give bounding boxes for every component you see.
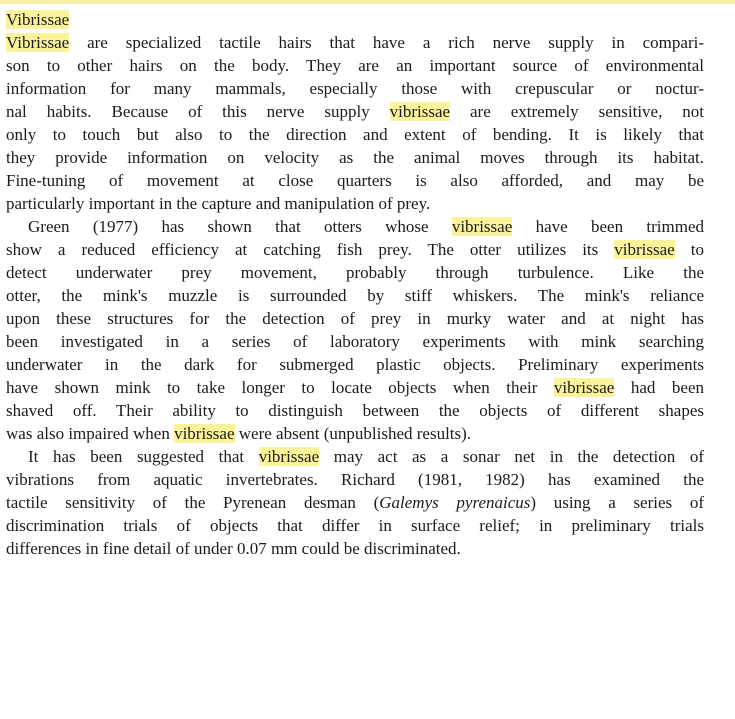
text-run: tactile sensitivity of the Pyrenean desman ( (6, 493, 380, 512)
text-line (6, 284, 704, 307)
text-line (6, 376, 704, 399)
text-run: show a reduced efficiency at catching fish prey. The otter utilizes its (6, 240, 615, 259)
text-run: vibrations from aquatic invertebrates. Richard (1981, 1982) has examined the (6, 470, 704, 489)
text-line (6, 100, 704, 123)
text-line (6, 330, 704, 353)
text-line (6, 169, 704, 192)
paragraph-2 (6, 215, 704, 445)
highlighted-heading: Vibrissae (6, 10, 70, 29)
text-run: underwater in the dark for submerged plastic objects. Preliminary experiments (6, 355, 704, 374)
text-run: Green (1977) has shown that otters whose (28, 217, 452, 236)
text-line (6, 77, 704, 100)
text-line (6, 468, 704, 491)
text-run: detect underwater prey movement, probably through turbulence. Like the (6, 263, 704, 282)
highlighted-term: vibrissae (451, 217, 513, 236)
text-line (6, 399, 704, 422)
text-line (6, 123, 704, 146)
text-run: they provide information on velocity as the animal moves through its habitat. (6, 148, 704, 167)
text-line (6, 307, 704, 330)
text-run: upon these structures for the detection of prey in murky water and at night has (6, 309, 704, 328)
text-run: may act as a sonar net in the detection of (319, 447, 704, 466)
text-run: differences in fine detail of under 0.07 mm could be discriminated. (6, 539, 461, 558)
text-run: are extremely sensitive, not (450, 102, 705, 121)
text-run: had been (614, 378, 704, 397)
text-line (6, 353, 704, 376)
text-line (6, 445, 704, 468)
document-page (6, 8, 704, 560)
text-run: information for many mammals, especially those with crepuscular or noctur- (6, 79, 704, 98)
text-run: otter, the mink's muzzle is surrounded by stiff whiskers. The mink's reliance (6, 286, 704, 305)
text-run: particularly important in the capture and manipulation of prey. (6, 194, 431, 213)
highlighted-term: vibrissae (614, 240, 675, 259)
highlighted-term: Vibrissae (6, 33, 70, 52)
species-name: Galemys pyrenaicus (379, 493, 531, 512)
text-line (6, 192, 704, 215)
text-run: were absent (unpublished results). (234, 424, 472, 443)
text-line (6, 422, 704, 445)
text-run: have been trimmed (512, 217, 704, 236)
highlight-strip (0, 0, 735, 4)
text-run: son to other hairs on the body. They are an important source of environmental (6, 56, 704, 75)
text-line (6, 215, 704, 238)
paragraph-3 (6, 445, 704, 560)
text-line (6, 31, 704, 54)
text-run: are specialized tactile hairs that have a rich nerve supply in compari- (69, 33, 704, 52)
paragraph-1 (6, 31, 704, 215)
text-line (6, 54, 704, 77)
text-run: shaved off. Their ability to distinguish between the objects of different shapes (6, 401, 704, 420)
text-run: have shown mink to take longer to locate objects when their (6, 378, 554, 397)
highlighted-term: vibrissae (174, 424, 235, 443)
text-line (6, 261, 704, 284)
text-run: to (674, 240, 704, 259)
text-run: was also impaired when (6, 424, 175, 443)
text-run: Fine-tuning of movement at close quarters is also afforded, and may be (6, 171, 704, 190)
text-line (6, 537, 704, 560)
text-run: discrimination trials of objects that differ in surface relief; in preliminary trials (6, 516, 704, 535)
text-line (6, 238, 704, 261)
text-run: ) using a series of (530, 493, 704, 512)
text-run: only to touch but also to the direction and extent of bending. It is likely that (6, 125, 704, 144)
section-heading (6, 8, 704, 31)
text-run: It has been suggested that (28, 447, 259, 466)
highlighted-term: vibrissae (553, 378, 615, 397)
highlighted-term: vibrissae (258, 447, 320, 466)
text-line (6, 491, 704, 514)
text-run: been investigated in a series of laboratory experiments with mink searching (6, 332, 704, 351)
highlighted-term: vibrissae (389, 102, 451, 121)
text-line (6, 514, 704, 537)
text-line (6, 146, 704, 169)
text-run: nal habits. Because of this nerve supply (6, 102, 390, 121)
